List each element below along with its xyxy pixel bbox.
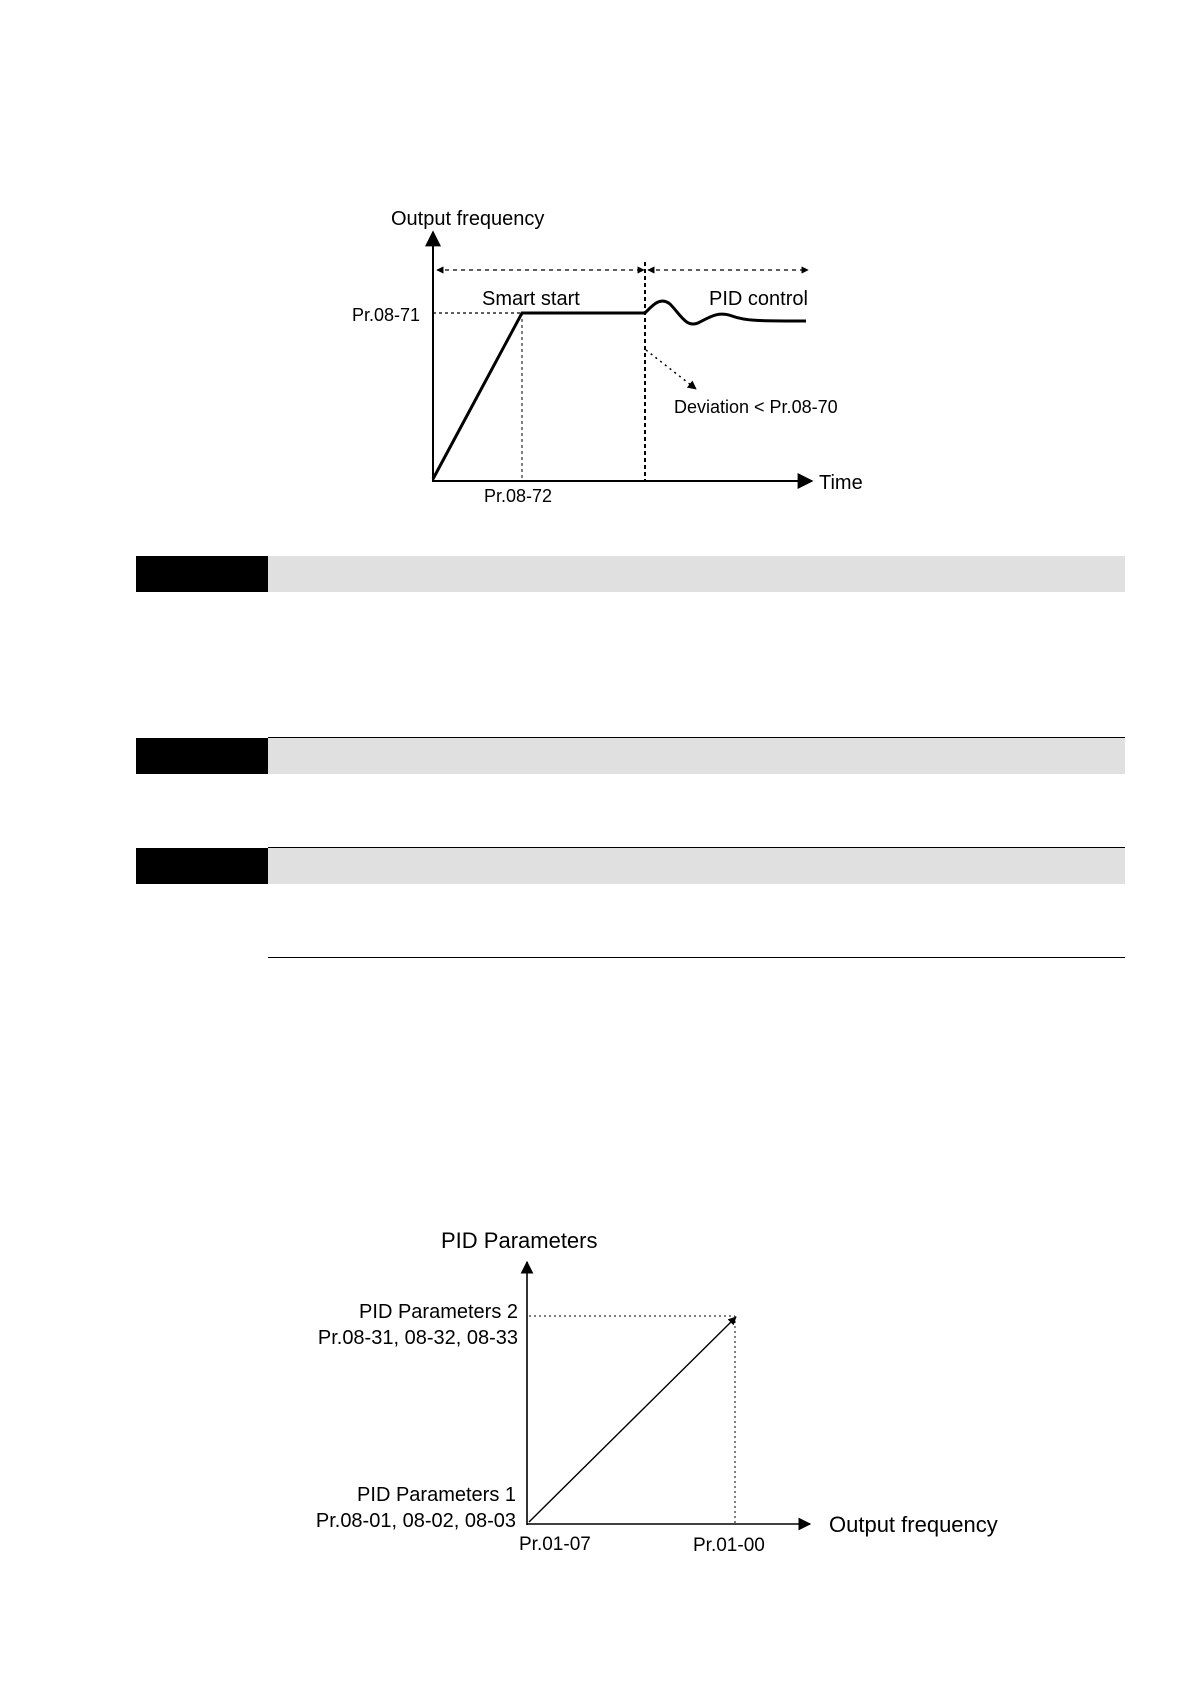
time-label: Pr.08-72 bbox=[484, 486, 553, 506]
x-axis-label: Output frequency bbox=[829, 1512, 998, 1537]
x-start-label: Pr.01-07 bbox=[519, 1534, 591, 1555]
top-parameter-label: PID Parameters 2 bbox=[359, 1301, 518, 1323]
frequency-curve bbox=[433, 313, 645, 479]
bottom-parameter-codes: Pr.08-01, 08-02, 08-03 bbox=[315, 1510, 516, 1532]
parameter-bar-3 bbox=[136, 848, 1125, 884]
parameter-bar-1 bbox=[136, 556, 1125, 592]
parameter-title-band bbox=[268, 556, 1125, 592]
pid-control-label: PID control bbox=[709, 288, 808, 310]
parameter-title-band bbox=[268, 848, 1125, 884]
y-axis-label: Output frequency bbox=[391, 208, 545, 230]
bottom-parameter-label: PID Parameters 1 bbox=[357, 1484, 516, 1506]
section-divider bbox=[268, 957, 1125, 958]
x-end-label: Pr.01-00 bbox=[693, 1535, 765, 1556]
parameter-code-box bbox=[136, 738, 268, 774]
level-label: Pr.08-71 bbox=[352, 305, 421, 325]
y-axis-label: PID Parameters bbox=[441, 1228, 598, 1253]
smart-start-diagram bbox=[340, 200, 880, 520]
parameter-title-band bbox=[268, 738, 1125, 774]
deviation-note: Deviation < Pr.08-70 bbox=[674, 397, 838, 417]
pid-parameter-switch-diagram bbox=[280, 1220, 1040, 1570]
deviation-pointer-arrow bbox=[646, 350, 696, 389]
parameter-code-box bbox=[136, 848, 268, 884]
parameter-bar-2 bbox=[136, 738, 1125, 774]
x-axis-label: Time bbox=[819, 472, 863, 494]
parameter-code-box bbox=[136, 556, 268, 592]
transition-line bbox=[529, 1317, 736, 1522]
smart-start-label: Smart start bbox=[482, 288, 580, 310]
top-parameter-codes: Pr.08-31, 08-32, 08-33 bbox=[317, 1327, 518, 1349]
